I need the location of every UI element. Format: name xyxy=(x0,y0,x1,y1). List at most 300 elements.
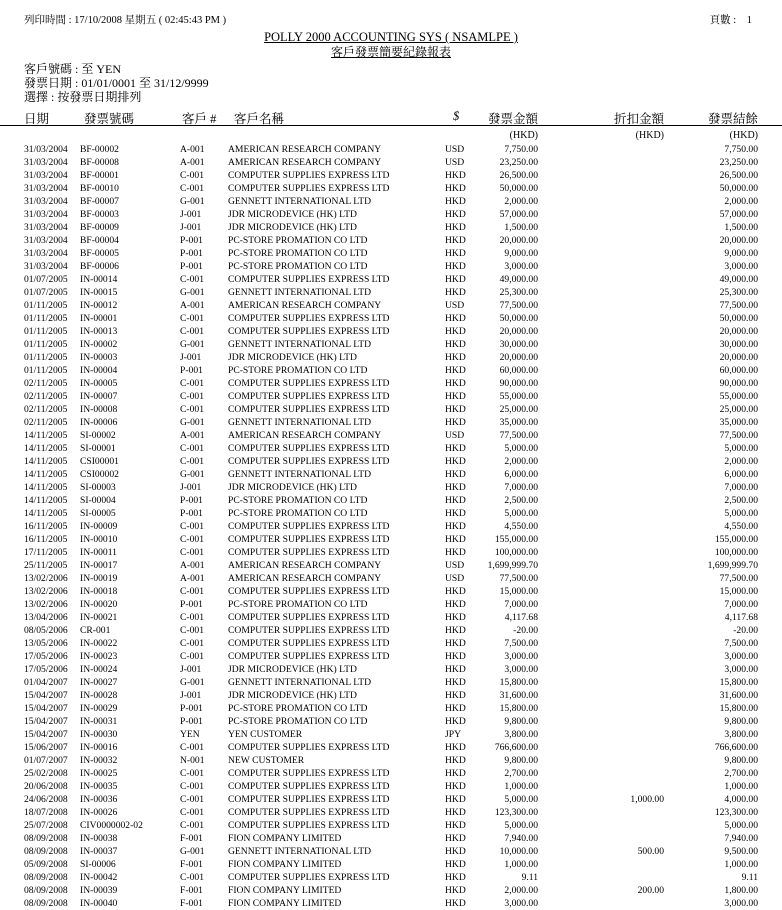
cell-currency: HKD xyxy=(445,482,466,493)
cell-balance: 5,000.00 xyxy=(724,443,758,454)
cell-currency: HKD xyxy=(445,768,466,779)
filter-block xyxy=(24,62,209,105)
table-row xyxy=(0,585,782,598)
cell-balance: 7,000.00 xyxy=(724,482,758,493)
table-row xyxy=(0,520,782,533)
cell-amount: 49,000.00 xyxy=(499,274,538,285)
cell-customer-no: C-001 xyxy=(180,170,204,181)
cell-date: 31/03/2004 xyxy=(24,196,68,207)
cell-currency: HKD xyxy=(445,365,466,376)
table-row xyxy=(0,767,782,780)
cell-invoice-no: IN-00012 xyxy=(80,300,118,311)
cell-currency: HKD xyxy=(445,170,466,181)
table-row xyxy=(0,715,782,728)
cell-customer-no: A-001 xyxy=(180,560,205,571)
cell-balance: 3,000.00 xyxy=(724,261,758,272)
cell-balance: 25,000.00 xyxy=(719,404,758,415)
cell-customer-name: GENNETT INTERNATIONAL LTD xyxy=(228,677,371,688)
cell-amount: 3,800.00 xyxy=(504,729,538,740)
cell-amount: 55,000.00 xyxy=(499,391,538,402)
cell-invoice-no: IN-00007 xyxy=(80,391,118,402)
cell-date: 01/11/2005 xyxy=(24,300,68,311)
cell-balance: 5,000.00 xyxy=(724,820,758,831)
cell-customer-no: J-001 xyxy=(180,690,202,701)
table-row xyxy=(0,364,782,377)
cell-currency: HKD xyxy=(445,235,466,246)
cell-currency: HKD xyxy=(445,521,466,532)
cell-balance: 7,940.00 xyxy=(724,833,758,844)
table-row xyxy=(0,663,782,676)
unit-amount: (HKD) xyxy=(509,130,538,141)
cell-date: 31/03/2004 xyxy=(24,261,68,272)
cell-date: 16/11/2005 xyxy=(24,521,68,532)
cell-balance: 3,000.00 xyxy=(724,898,758,909)
cell-balance: 9,800.00 xyxy=(724,755,758,766)
cell-currency: HKD xyxy=(445,378,466,389)
cell-date: 01/07/2005 xyxy=(24,287,68,298)
cell-customer-name: FION COMPANY LIMITED xyxy=(228,885,342,896)
cell-invoice-no: IN-00029 xyxy=(80,703,118,714)
cell-date: 14/11/2005 xyxy=(24,456,68,467)
cell-customer-name: COMPUTER SUPPLIES EXPRESS LTD xyxy=(228,456,390,467)
cell-currency: HKD xyxy=(445,261,466,272)
cell-date: 16/11/2005 xyxy=(24,534,68,545)
company-title: POLLY 2000 ACCOUNTING SYS ( NSAMLPE ) xyxy=(264,30,518,44)
cell-customer-name: COMPUTER SUPPLIES EXPRESS LTD xyxy=(228,586,390,597)
cell-currency: HKD xyxy=(445,534,466,545)
cell-customer-name: COMPUTER SUPPLIES EXPRESS LTD xyxy=(228,170,390,181)
cell-invoice-no: IN-00042 xyxy=(80,872,118,883)
cell-balance: 20,000.00 xyxy=(719,326,758,337)
cell-customer-name: COMPUTER SUPPLIES EXPRESS LTD xyxy=(228,183,390,194)
cell-balance: 3,000.00 xyxy=(724,651,758,662)
cell-invoice-no: IN-00036 xyxy=(80,794,118,805)
cell-customer-name: COMPUTER SUPPLIES EXPRESS LTD xyxy=(228,547,390,558)
cell-date: 01/11/2005 xyxy=(24,326,68,337)
cell-currency: HKD xyxy=(445,885,466,896)
cell-amount: 7,750.00 xyxy=(504,144,538,155)
cell-invoice-no: IN-00031 xyxy=(80,716,118,727)
cell-currency: HKD xyxy=(445,404,466,415)
cell-discount: 200.00 xyxy=(637,885,664,896)
cell-invoice-no: IN-00038 xyxy=(80,833,118,844)
cell-customer-no: J-001 xyxy=(180,222,202,233)
cell-date: 17/05/2006 xyxy=(24,664,68,675)
cell-date: 14/11/2005 xyxy=(24,430,68,441)
cell-customer-no: C-001 xyxy=(180,742,204,753)
cell-balance: 100,000.00 xyxy=(714,547,758,558)
cell-customer-name: COMPUTER SUPPLIES EXPRESS LTD xyxy=(228,378,390,389)
cell-amount: 50,000.00 xyxy=(499,183,538,194)
cell-invoice-no: BF-00003 xyxy=(80,209,119,220)
table-row xyxy=(0,143,782,156)
cell-currency: HKD xyxy=(445,794,466,805)
cell-currency: HKD xyxy=(445,495,466,506)
table-row xyxy=(0,533,782,546)
cell-balance: 2,000.00 xyxy=(724,456,758,467)
cell-amount: 15,800.00 xyxy=(499,677,538,688)
cell-balance: 9,500.00 xyxy=(724,846,758,857)
cell-date: 05/09/2008 xyxy=(24,859,68,870)
table-row xyxy=(0,247,782,260)
cell-customer-no: P-001 xyxy=(180,716,203,727)
cell-customer-no: G-001 xyxy=(180,677,205,688)
table-row xyxy=(0,286,782,299)
cell-customer-name: COMPUTER SUPPLIES EXPRESS LTD xyxy=(228,820,390,831)
table-row xyxy=(0,208,782,221)
cell-customer-name: COMPUTER SUPPLIES EXPRESS LTD xyxy=(228,742,390,753)
cell-customer-name: COMPUTER SUPPLIES EXPRESS LTD xyxy=(228,638,390,649)
cell-date: 20/06/2008 xyxy=(24,781,68,792)
cell-balance: 9,000.00 xyxy=(724,248,758,259)
cell-balance: 50,000.00 xyxy=(719,183,758,194)
cell-amount: 1,000.00 xyxy=(504,781,538,792)
cell-customer-name: PC-STORE PROMATION CO LTD xyxy=(228,235,368,246)
cell-date: 13/02/2006 xyxy=(24,573,68,584)
col-header-invoice-no: 發票號碼 xyxy=(84,112,135,126)
cell-date: 31/03/2004 xyxy=(24,248,68,259)
cell-amount: 5,000.00 xyxy=(504,820,538,831)
cell-customer-name: COMPUTER SUPPLIES EXPRESS LTD xyxy=(228,794,390,805)
table-row xyxy=(0,754,782,767)
cell-customer-no: C-001 xyxy=(180,521,204,532)
cell-invoice-no: SI-00003 xyxy=(80,482,116,493)
cell-customer-no: C-001 xyxy=(180,625,204,636)
table-row xyxy=(0,858,782,871)
cell-date: 08/09/2008 xyxy=(24,846,68,857)
cell-balance: 155,000.00 xyxy=(714,534,758,545)
cell-balance: 4,000.00 xyxy=(724,794,758,805)
cell-date: 13/05/2006 xyxy=(24,638,68,649)
cell-customer-no: C-001 xyxy=(180,274,204,285)
cell-date: 31/03/2004 xyxy=(24,170,68,181)
table-row xyxy=(0,819,782,832)
cell-balance: 1,000.00 xyxy=(724,781,758,792)
cell-amount: 20,000.00 xyxy=(499,352,538,363)
cell-balance: 7,750.00 xyxy=(724,144,758,155)
cell-date: 08/09/2008 xyxy=(24,885,68,896)
cell-customer-no: N-001 xyxy=(180,755,205,766)
cell-customer-no: C-001 xyxy=(180,586,204,597)
cell-customer-name: COMPUTER SUPPLIES EXPRESS LTD xyxy=(228,326,390,337)
cell-balance: 766,600.00 xyxy=(714,742,758,753)
cell-currency: HKD xyxy=(445,196,466,207)
cell-balance: 23,250.00 xyxy=(719,157,758,168)
cell-date: 15/04/2007 xyxy=(24,703,68,714)
cell-invoice-no: IN-00015 xyxy=(80,287,118,298)
cell-currency: HKD xyxy=(445,339,466,350)
filter-customer-code: 客戶號碼 : 至 YEN xyxy=(24,62,121,76)
cell-balance: 30,000.00 xyxy=(719,339,758,350)
col-header-discount: 折扣金額 xyxy=(613,112,664,126)
cell-customer-name: COMPUTER SUPPLIES EXPRESS LTD xyxy=(228,807,390,818)
cell-customer-no: C-001 xyxy=(180,807,204,818)
cell-invoice-no: IN-00008 xyxy=(80,404,118,415)
cell-customer-no: G-001 xyxy=(180,417,205,428)
filter-invoice-date: 發票日期 : 01/01/0001 至 31/12/9999 xyxy=(24,76,209,91)
cell-currency: HKD xyxy=(445,222,466,233)
cell-invoice-no: IN-00026 xyxy=(80,807,118,818)
cell-balance: 123,300.00 xyxy=(714,807,758,818)
cell-balance: 15,000.00 xyxy=(719,586,758,597)
cell-invoice-no: IN-00001 xyxy=(80,313,118,324)
table-row xyxy=(0,455,782,468)
unit-discount: (HKD) xyxy=(635,130,664,141)
cell-date: 08/09/2008 xyxy=(24,833,68,844)
cell-customer-no: F-001 xyxy=(180,833,203,844)
cell-amount: 2,000.00 xyxy=(504,196,538,207)
table-row xyxy=(0,429,782,442)
cell-customer-no: A-001 xyxy=(180,300,205,311)
table-row xyxy=(0,299,782,312)
cell-amount: 7,000.00 xyxy=(504,482,538,493)
cell-customer-no: C-001 xyxy=(180,456,204,467)
cell-date: 01/11/2005 xyxy=(24,365,68,376)
cell-amount: 123,300.00 xyxy=(494,807,538,818)
cell-customer-no: G-001 xyxy=(180,469,205,480)
cell-balance: 7,000.00 xyxy=(724,599,758,610)
cell-amount: 60,000.00 xyxy=(499,365,538,376)
cell-balance: 57,000.00 xyxy=(719,209,758,220)
cell-date: 14/11/2005 xyxy=(24,508,68,519)
cell-amount: 155,000.00 xyxy=(494,534,538,545)
filter-selection: 選擇 : 按發票日期排列 xyxy=(24,90,142,105)
cell-amount: 9,000.00 xyxy=(504,248,538,259)
cell-balance: 26,500.00 xyxy=(719,170,758,181)
cell-date: 08/09/2008 xyxy=(24,898,68,909)
cell-customer-no: P-001 xyxy=(180,365,203,376)
cell-customer-no: C-001 xyxy=(180,768,204,779)
cell-currency: HKD xyxy=(445,859,466,870)
cell-invoice-no: IN-00016 xyxy=(80,742,118,753)
table-row xyxy=(0,403,782,416)
cell-customer-name: COMPUTER SUPPLIES EXPRESS LTD xyxy=(228,443,390,454)
cell-customer-name: AMERICAN RESEARCH COMPANY xyxy=(228,573,382,584)
cell-currency: HKD xyxy=(445,547,466,558)
cell-invoice-no: IN-00028 xyxy=(80,690,118,701)
cell-balance: -20.00 xyxy=(733,625,758,636)
cell-balance: 4,550.00 xyxy=(724,521,758,532)
cell-amount: 3,000.00 xyxy=(504,261,538,272)
cell-invoice-no: IN-00035 xyxy=(80,781,118,792)
table-row xyxy=(0,169,782,182)
cell-date: 25/02/2008 xyxy=(24,768,68,779)
cell-balance: 20,000.00 xyxy=(719,352,758,363)
table-row xyxy=(0,195,782,208)
cell-customer-no: C-001 xyxy=(180,313,204,324)
table-row xyxy=(0,338,782,351)
cell-invoice-no: IN-00006 xyxy=(80,417,118,428)
cell-customer-name: COMPUTER SUPPLIES EXPRESS LTD xyxy=(228,274,390,285)
cell-customer-no: J-001 xyxy=(180,352,202,363)
cell-balance: 77,500.00 xyxy=(719,430,758,441)
cell-balance: 15,800.00 xyxy=(719,703,758,714)
cell-amount: 20,000.00 xyxy=(499,326,538,337)
cell-amount: 9,800.00 xyxy=(504,755,538,766)
cell-invoice-no: IN-00014 xyxy=(80,274,118,285)
cell-balance: 77,500.00 xyxy=(719,300,758,311)
cell-invoice-no: CIV0000002-02 xyxy=(80,820,143,831)
table-row xyxy=(0,728,782,741)
cell-amount: 25,000.00 xyxy=(499,404,538,415)
cell-balance: 1,800.00 xyxy=(724,885,758,896)
table-row xyxy=(0,494,782,507)
cell-currency: USD xyxy=(445,157,465,168)
cell-amount: 2,000.00 xyxy=(504,456,538,467)
cell-amount: 2,000.00 xyxy=(504,885,538,896)
cell-invoice-no: IN-00020 xyxy=(80,599,118,610)
currency-unit-row xyxy=(0,130,782,142)
cell-invoice-no: IN-00018 xyxy=(80,586,118,597)
cell-date: 15/06/2007 xyxy=(24,742,68,753)
cell-amount: 3,000.00 xyxy=(504,664,538,675)
cell-balance: 25,300.00 xyxy=(719,287,758,298)
table-row xyxy=(0,442,782,455)
cell-discount: 500.00 xyxy=(637,846,664,857)
cell-customer-name: GENNETT INTERNATIONAL LTD xyxy=(228,287,371,298)
cell-currency: HKD xyxy=(445,820,466,831)
cell-invoice-no: CSI00002 xyxy=(80,469,119,480)
cell-date: 14/11/2005 xyxy=(24,482,68,493)
table-row xyxy=(0,598,782,611)
cell-customer-name: PC-STORE PROMATION CO LTD xyxy=(228,716,368,727)
cell-currency: HKD xyxy=(445,716,466,727)
cell-invoice-no: IN-00005 xyxy=(80,378,118,389)
cell-customer-no: C-001 xyxy=(180,326,204,337)
cell-invoice-no: IN-00027 xyxy=(80,677,118,688)
cell-invoice-no: SI-00001 xyxy=(80,443,116,454)
cell-invoice-no: IN-00010 xyxy=(80,534,118,545)
table-row xyxy=(0,611,782,624)
table-row xyxy=(0,260,782,273)
cell-currency: HKD xyxy=(445,898,466,909)
cell-currency: HKD xyxy=(445,677,466,688)
cell-date: 31/03/2004 xyxy=(24,209,68,220)
cell-amount: 5,000.00 xyxy=(504,794,538,805)
table-row xyxy=(0,884,782,897)
cell-customer-name: COMPUTER SUPPLIES EXPRESS LTD xyxy=(228,391,390,402)
cell-customer-name: COMPUTER SUPPLIES EXPRESS LTD xyxy=(228,404,390,415)
table-row xyxy=(0,377,782,390)
cell-customer-name: JDR MICRODEVICE (HK) LTD xyxy=(228,209,357,220)
cell-currency: HKD xyxy=(445,651,466,662)
cell-customer-name: PC-STORE PROMATION CO LTD xyxy=(228,248,368,259)
cell-amount: 6,000.00 xyxy=(504,469,538,480)
cell-customer-no: C-001 xyxy=(180,547,204,558)
table-row xyxy=(0,806,782,819)
cell-currency: USD xyxy=(445,560,465,571)
cell-customer-name: GENNETT INTERNATIONAL LTD xyxy=(228,196,371,207)
cell-discount: 1,000.00 xyxy=(630,794,664,805)
cell-invoice-no: SI-00002 xyxy=(80,430,116,441)
cell-amount: 5,000.00 xyxy=(504,508,538,519)
table-row xyxy=(0,637,782,650)
cell-currency: USD xyxy=(445,573,465,584)
cell-amount: 5,000.00 xyxy=(504,443,538,454)
cell-date: 31/03/2004 xyxy=(24,235,68,246)
cell-customer-name: GENNETT INTERNATIONAL LTD xyxy=(228,469,371,480)
cell-invoice-no: SI-00005 xyxy=(80,508,116,519)
cell-amount: 25,300.00 xyxy=(499,287,538,298)
cell-customer-no: F-001 xyxy=(180,859,203,870)
cell-currency: HKD xyxy=(445,248,466,259)
table-row xyxy=(0,559,782,572)
cell-invoice-no: IN-00037 xyxy=(80,846,118,857)
cell-amount: 23,250.00 xyxy=(499,157,538,168)
cell-currency: HKD xyxy=(445,313,466,324)
cell-currency: JPY xyxy=(445,729,461,740)
cell-customer-name: AMERICAN RESEARCH COMPANY xyxy=(228,157,382,168)
table-row xyxy=(0,793,782,806)
cell-invoice-no: IN-00025 xyxy=(80,768,118,779)
cell-currency: USD xyxy=(445,430,465,441)
cell-date: 01/11/2005 xyxy=(24,352,68,363)
cell-customer-no: C-001 xyxy=(180,781,204,792)
cell-customer-name: FION COMPANY LIMITED xyxy=(228,859,342,870)
cell-date: 14/11/2005 xyxy=(24,443,68,454)
cell-invoice-no: BF-00004 xyxy=(80,235,119,246)
cell-amount: 9,800.00 xyxy=(504,716,538,727)
cell-customer-no: G-001 xyxy=(180,339,205,350)
col-header-date: 日期 xyxy=(24,112,50,126)
cell-customer-no: P-001 xyxy=(180,599,203,610)
table-row xyxy=(0,780,782,793)
cell-currency: HKD xyxy=(445,833,466,844)
cell-invoice-no: IN-00022 xyxy=(80,638,118,649)
cell-invoice-no: IN-00021 xyxy=(80,612,118,623)
cell-customer-name: GENNETT INTERNATIONAL LTD xyxy=(228,846,371,857)
cell-date: 17/05/2006 xyxy=(24,651,68,662)
col-header-currency: $ xyxy=(453,109,460,123)
cell-amount: 77,500.00 xyxy=(499,300,538,311)
cell-amount: 4,550.00 xyxy=(504,521,538,532)
cell-date: 01/07/2007 xyxy=(24,755,68,766)
cell-amount: 15,800.00 xyxy=(499,703,538,714)
cell-date: 14/11/2005 xyxy=(24,495,68,506)
cell-date: 13/04/2006 xyxy=(24,612,68,623)
cell-customer-name: JDR MICRODEVICE (HK) LTD xyxy=(228,482,357,493)
cell-currency: HKD xyxy=(445,287,466,298)
cell-date: 02/11/2005 xyxy=(24,378,68,389)
cell-currency: HKD xyxy=(445,755,466,766)
cell-currency: HKD xyxy=(445,703,466,714)
cell-date: 25/11/2005 xyxy=(24,560,68,571)
cell-customer-no: J-001 xyxy=(180,664,202,675)
cell-customer-name: JDR MICRODEVICE (HK) LTD xyxy=(228,690,357,701)
cell-customer-no: P-001 xyxy=(180,235,203,246)
cell-balance: 9.11 xyxy=(741,872,758,883)
cell-customer-no: C-001 xyxy=(180,794,204,805)
cell-amount: 30,000.00 xyxy=(499,339,538,350)
cell-customer-no: YEN xyxy=(180,729,200,740)
cell-invoice-no: BF-00002 xyxy=(80,144,119,155)
cell-amount: 77,500.00 xyxy=(499,430,538,441)
cell-balance: 4,117.68 xyxy=(724,612,758,623)
cell-date: 24/06/2008 xyxy=(24,794,68,805)
cell-invoice-no: IN-00024 xyxy=(80,664,118,675)
cell-invoice-no: IN-00040 xyxy=(80,898,118,909)
cell-currency: HKD xyxy=(445,456,466,467)
cell-date: 01/04/2007 xyxy=(24,677,68,688)
cell-customer-name: COMPUTER SUPPLIES EXPRESS LTD xyxy=(228,872,390,883)
cell-amount: 90,000.00 xyxy=(499,378,538,389)
cell-amount: 20,000.00 xyxy=(499,235,538,246)
cell-balance: 9,800.00 xyxy=(724,716,758,727)
cell-customer-no: C-001 xyxy=(180,612,204,623)
cell-amount: 10,000.00 xyxy=(499,846,538,857)
cell-invoice-no: IN-00017 xyxy=(80,560,118,571)
cell-customer-name: COMPUTER SUPPLIES EXPRESS LTD xyxy=(228,534,390,545)
